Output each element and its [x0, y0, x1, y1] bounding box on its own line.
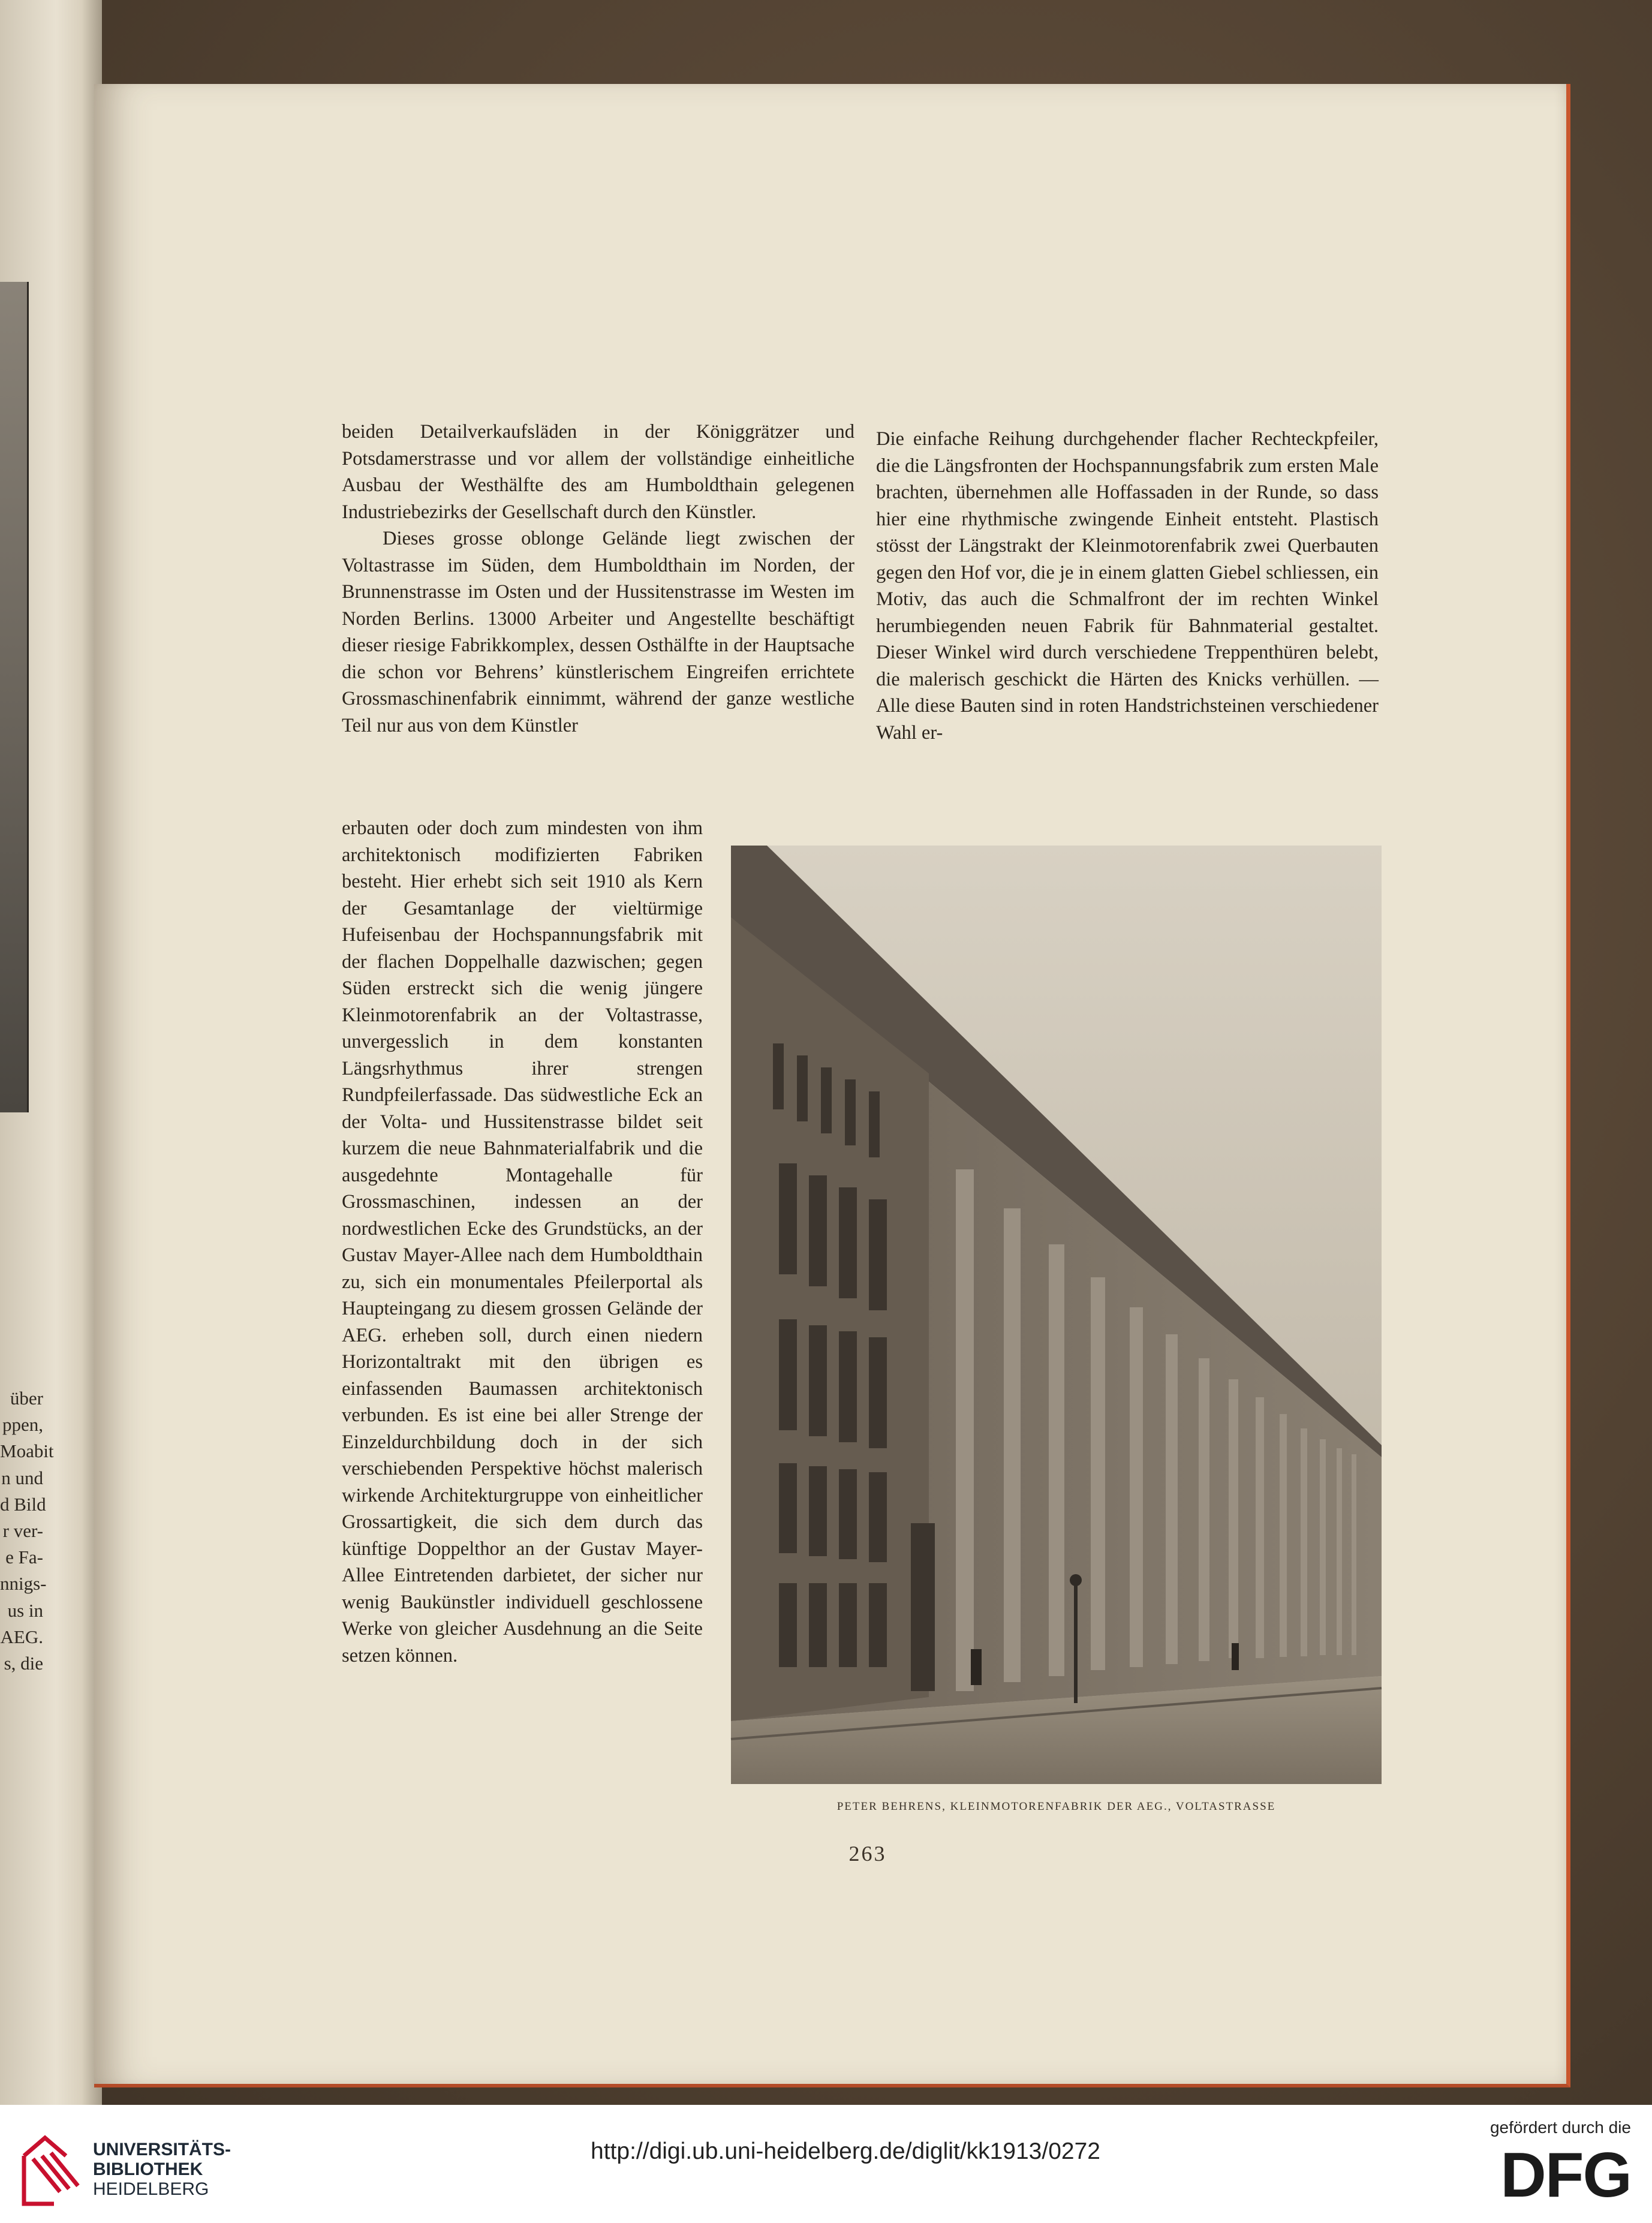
library-name-line: UNIVERSITÄTS- [93, 2140, 231, 2159]
permalink-url[interactable]: http://digi.ub.uni-heidelberg.de/diglit/kk1913/0272 [591, 2138, 1100, 2164]
facing-line: d Bild [0, 1493, 46, 1515]
factory-building-photo [731, 846, 1382, 1784]
facing-page-text [0, 1385, 54, 1677]
text-column-left [342, 419, 854, 739]
facing-line: AEG. [0, 1626, 43, 1647]
text-column-left-narrow [342, 815, 703, 1669]
facing-page [0, 0, 102, 2105]
text-column-right [876, 426, 1379, 746]
page-number: 263 [848, 1842, 887, 1866]
viewer-footer [0, 2105, 1652, 2223]
facing-line: us in [7, 1599, 43, 1621]
factory-building-illustration [731, 846, 1382, 1784]
library-name [93, 2140, 231, 2199]
library-name-line: BIBLIOTHEK [93, 2159, 203, 2179]
facing-line: ppen, [2, 1414, 43, 1436]
library-name-line: HEIDELBERG [93, 2179, 209, 2199]
paragraph: Dieses grosse oblonge Gelände liegt zwischen der Voltastrasse im Süden, dem Humboldthain im Norden, der Brunnenstrasse im Osten und der Hussitenstrasse im Westen im Norden Berlins. 13000 Arbeiter und Angestellte beschäftigt dieser riesige Fabrikkomplex, dessen Osthälfte in der Hauptsache die schon vor Behrens’ künstlerischem Eingreifen errichtete Grossmaschinenfabrik einnimmt, während der ganze westliche Teil nur aus von dem Künstler [342, 528, 854, 736]
paragraph: erbauten oder doch zum mindesten von ihm architektonisch modifizierten Fabriken besteht. Hier erhebt sich seit 1910 als Kern der Gesamtanlage der vieltürmige Hufeisenbau der Hochspannungsfabrik mit der flachen Doppelhalle dazwischen; gegen Süden erstreckt sich die wenig jüngere Kleinmotorenfabrik an der Voltastrasse, unvergesslich in dem konstanten Längsrhythmus ihrer strengen Rundpfeilerfassade. Das südwestliche Eck an der Volta- und Hussitenstrasse bildet seit kurzem die neue Bahnmaterialfabrik und die ausgedehnte Montagehalle für Grossmaschinen, indessen an der nordwestlichen Ecke des Grundstücks, an der Gustav Mayer-Allee nach dem Humboldthain zu, sich ein monumentales Pfeilerportal als Haupteingang zu diesem grossen Gelände der AEG. erheben soll, durch einen niedern Horizontaltrakt mit den übrigen es einfassenden Baumassen architektonisch verbunden. Es ist eine bei aller Strenge der Einzeldurchbildung doch in der sich verschiebenden Perspektive höchst malerisch wirkende Architekturgruppe von einheitlicher Grossartigkeit, die sich dem durch das künftige Doppelthor an der Gustav Mayer-Allee Eintretenden darbietet, der sicher nur wenig Baukünstler individuell geschlossene Werke von gleicher Ausdehnung an die Seite setzen können. [342, 817, 703, 1667]
paragraph: beiden Detailverkaufsläden in der Königgrätzer und Potsdamerstrasse und vor allem der vollständige einheitliche Ausbau der Westhälfte des am Humboldthain gelegenen Industriebezirks der Gesellschaft durch den Künstler. [342, 421, 854, 523]
facing-page-photo-edge [0, 282, 29, 1112]
facing-line: e Fa- [5, 1547, 43, 1568]
facing-line: Moabit [0, 1440, 54, 1462]
book-page [94, 84, 1570, 2087]
facing-line: s, die [4, 1653, 43, 1674]
sponsor-text: gefördert durch die [1489, 2118, 1631, 2137]
dfg-logo: DFG [1500, 2140, 1631, 2210]
facing-line: r ver- [2, 1520, 43, 1542]
facing-line: n und [1, 1467, 43, 1488]
facing-line: über [10, 1388, 43, 1409]
facing-line: nnigs- [0, 1573, 47, 1595]
ub-heidelberg-logo-icon [18, 2132, 84, 2210]
paragraph: Die einfache Reihung durchgehender flacher Rechteckpfeiler, die die Längsfronten der Hochspannungsfabrik zum ersten Male brachten, übernehmen alle Hoffassaden in der Runde, so dass hier eine rhythmische zwingende Einheit entsteht. Plastisch stösst der Längstrakt der Kleinmotorenfabrik zwei Querbauten gegen den Hof vor, die je in einem glatten Giebel schliessen, ein Motiv, das auch die Schmalfront der im rechten Winkel herumbiegenden neuen Fabrik für Bahnmaterial gestaltet. Dieser Winkel wird durch verschiedene Treppenthüren belebt, die malerisch geschickt die Härten des Knicks verhüllen. — Alle diese Bauten sind in roten Handstrichsteinen verschiedener Wahl er- [876, 428, 1379, 744]
photo-caption: PETER BEHRENS, KLEINMOTORENFABRIK DER AEG., VOLTASTRASSE [836, 1800, 1276, 1813]
